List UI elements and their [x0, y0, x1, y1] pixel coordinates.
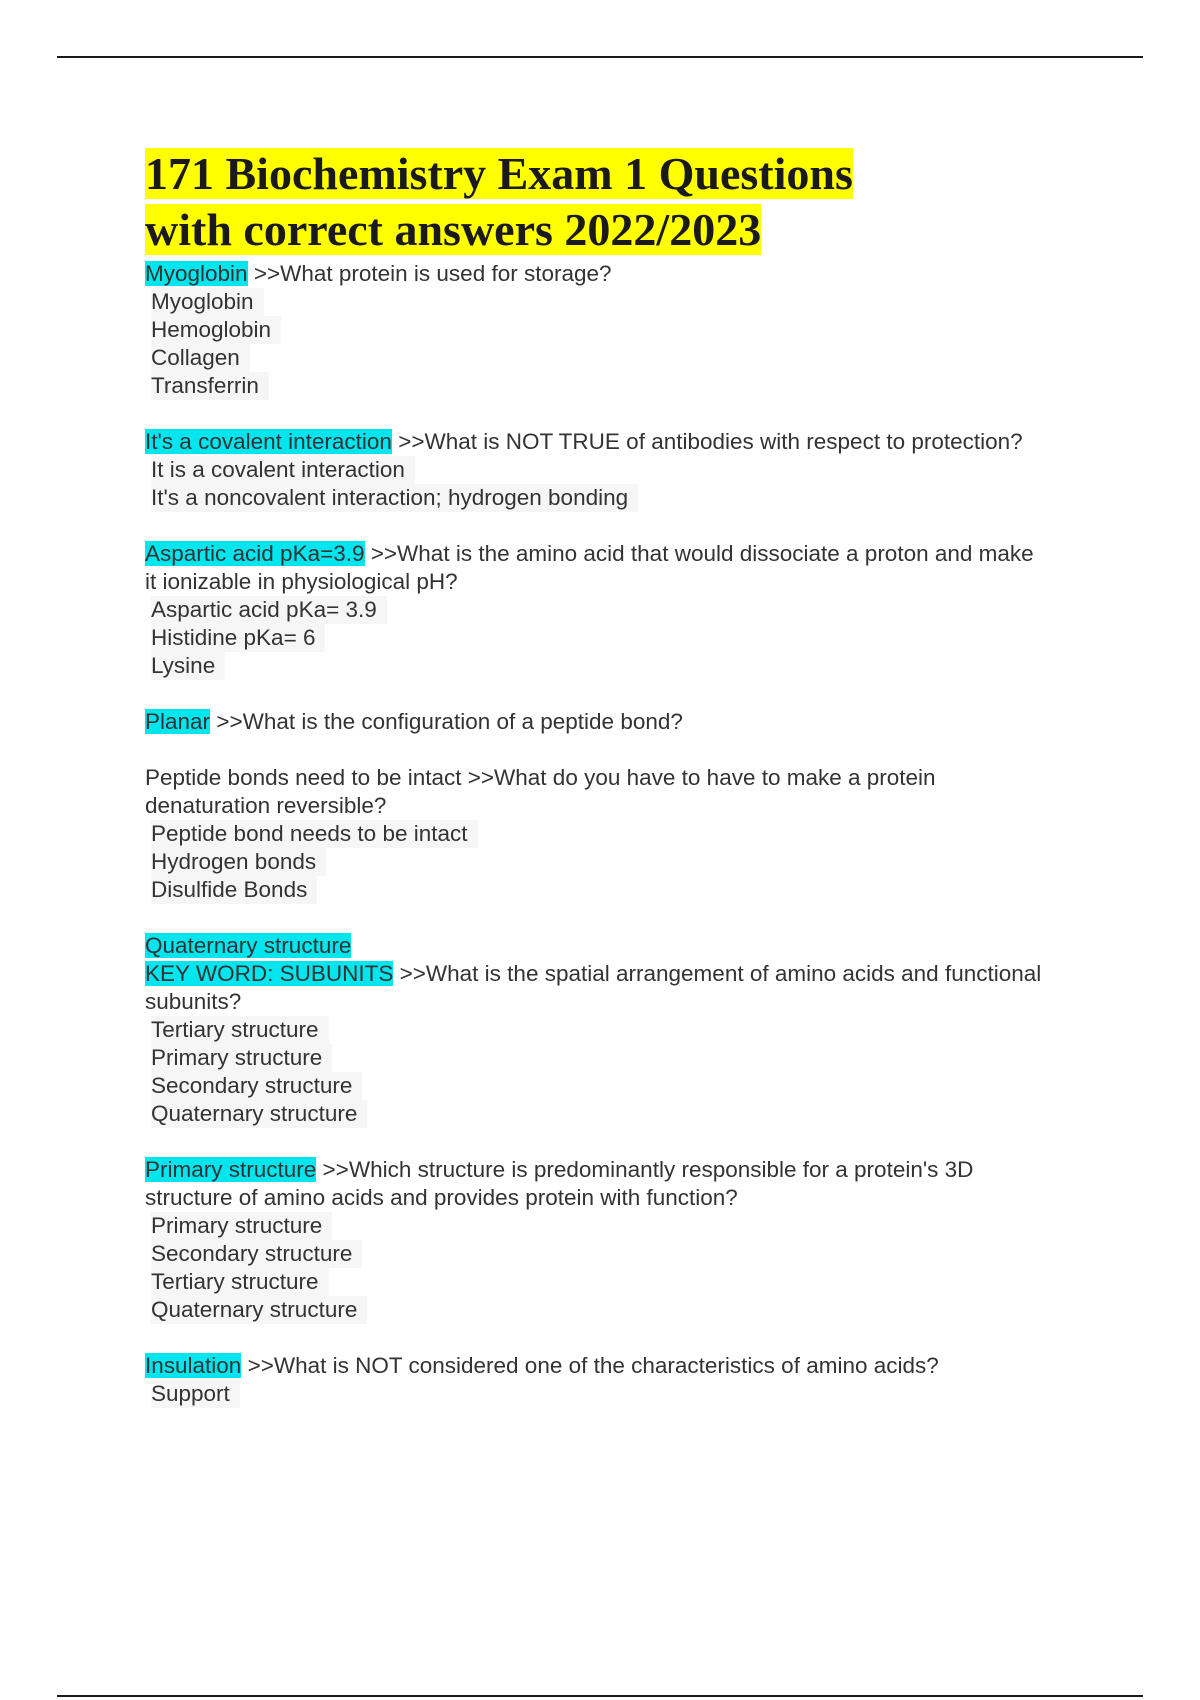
question-text: >>What protein is used for storage? [253, 261, 612, 286]
option: Lysine [151, 652, 225, 680]
option: Secondary structure [151, 1240, 362, 1268]
answer-highlight: Insulation [145, 1353, 242, 1378]
answer-highlight: Primary structure [145, 1157, 317, 1182]
answer-plain: Peptide bonds need to be intact [145, 765, 462, 790]
option: Primary structure [151, 1044, 332, 1072]
option: Collagen [151, 344, 250, 372]
option-list [151, 1212, 1045, 1324]
qa-item-4 [145, 708, 1045, 736]
question-line [145, 764, 1045, 820]
option: Tertiary structure [151, 1268, 329, 1296]
answer-highlight: KEY WORD: SUBUNITS [145, 961, 394, 986]
question-text: >>What is NOT TRUE of antibodies with respect to protection? [398, 429, 1023, 454]
question-text: >>Which structure is predominantly responsible for a protein's 3D structure of amino acids and provides protein with function? [145, 1157, 974, 1210]
question-line [145, 1156, 1045, 1212]
option-list [151, 1380, 1045, 1408]
question-line [145, 708, 1045, 736]
option: Histidine pKa= 6 [151, 624, 325, 652]
option: It's a noncovalent interaction; hydrogen bonding [151, 484, 638, 512]
option-list [151, 596, 1045, 680]
qa-item-8 [145, 1352, 1045, 1408]
question-text: >>What is the amino acid that would dissociate a proton and make it ionizable in physiological pH? [145, 541, 1034, 594]
answer-highlight: Aspartic acid pKa=3.9 [145, 541, 365, 566]
option: Primary structure [151, 1212, 332, 1240]
option: Myoglobin [151, 288, 264, 316]
qa-item-7 [145, 1156, 1045, 1324]
option: Peptide bond needs to be intact [151, 820, 478, 848]
answer-highlight: It's a covalent interaction [145, 429, 392, 454]
question-line [145, 960, 1045, 1016]
option-list [151, 1016, 1045, 1128]
option-list [151, 820, 1045, 904]
question-text: >>What do you have to have to make a protein denaturation reversible? [145, 765, 936, 818]
top-rule [57, 56, 1143, 58]
question-line [145, 260, 1045, 288]
answer-highlight: Quaternary structure [145, 933, 352, 958]
question-text: >>What is the configuration of a peptide bond? [216, 709, 683, 734]
option: Quaternary structure [151, 1296, 367, 1324]
qa-item-5 [145, 764, 1045, 904]
answer-highlight: Myoglobin [145, 261, 248, 286]
question-line [145, 1352, 1045, 1380]
option: It is a covalent interaction [151, 456, 415, 484]
qa-item-1 [145, 260, 1045, 400]
document-title [145, 146, 1045, 258]
question-text: >>What is the spatial arrangement of amino acids and functional subunits? [145, 961, 1042, 1014]
answer-highlight: Planar [145, 709, 211, 734]
option: Support [151, 1380, 240, 1408]
qa-item-3 [145, 540, 1045, 680]
bottom-rule [57, 1695, 1143, 1697]
qa-item-6 [145, 932, 1045, 1128]
option: Quaternary structure [151, 1100, 367, 1128]
title-line-2: with correct answers 2022/2023 [145, 204, 762, 255]
option: Hemoglobin [151, 316, 281, 344]
option: Aspartic acid pKa= 3.9 [151, 596, 387, 624]
title-line-1: 171 Biochemistry Exam 1 Questions [145, 148, 853, 199]
question-line [145, 540, 1045, 596]
option: Transferrin [151, 372, 269, 400]
question-line [145, 428, 1045, 456]
option: Disulfide Bonds [151, 876, 317, 904]
document-page [145, 146, 1045, 1436]
option: Hydrogen bonds [151, 848, 326, 876]
option-list [151, 288, 1045, 400]
option: Tertiary structure [151, 1016, 329, 1044]
answer-line-1 [145, 932, 1045, 960]
qa-item-2 [145, 428, 1045, 512]
option: Secondary structure [151, 1072, 362, 1100]
option-list [151, 456, 1045, 512]
question-text: >>What is NOT considered one of the characteristics of amino acids? [247, 1353, 939, 1378]
